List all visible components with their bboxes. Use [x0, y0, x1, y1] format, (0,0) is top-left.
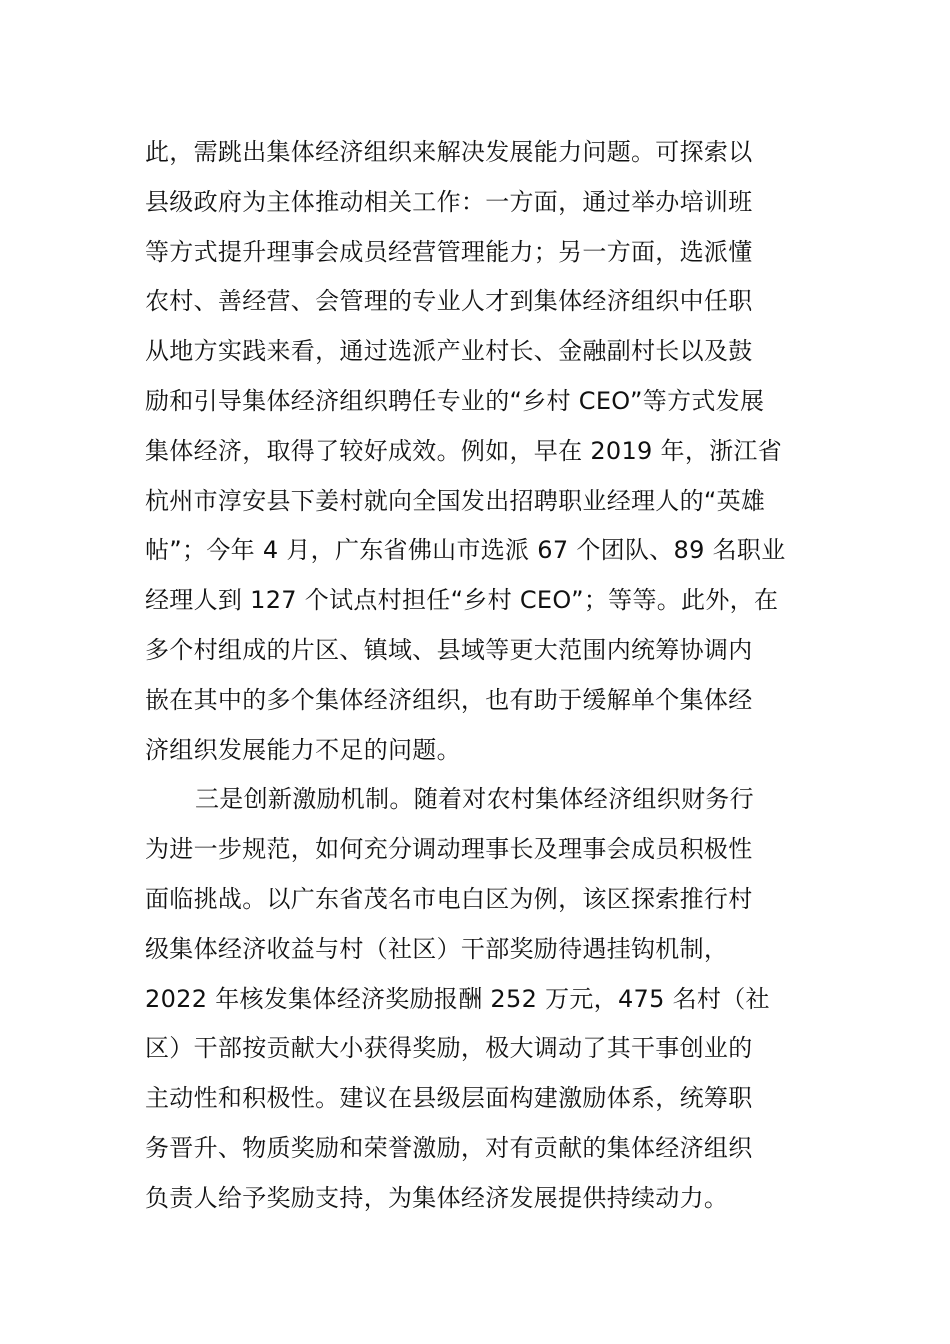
text-line: 农村、善经营、会管理的专业人才到集体经济组织中任职	[145, 287, 753, 316]
paragraph-incentive-mechanism	[145, 775, 845, 1223]
text-line: 从地方实践来看，通过选派产业村长、金融副村长以及鼓	[145, 337, 753, 366]
text-line: 县级政府为主体推动相关工作：一方面，通过举办培训班	[145, 187, 753, 216]
text-line: 负责人给予奖励支持，为集体经济发展提供持续动力。	[145, 1183, 729, 1212]
text-line: 区）干部按贡献大小获得奖励，极大调动了其干事创业的	[145, 1034, 753, 1063]
text-line: 2022 年核发集体经济奖励报酬 252 万元，475 名村（社	[145, 984, 770, 1013]
text-line: 经理人到 127 个试点村担任“乡村 CEO”；等等。此外，在	[145, 586, 779, 615]
text-line: 帖”；今年 4 月，广东省佛山市选派 67 个团队、89 名职业	[145, 536, 786, 565]
text-line: 励和引导集体经济组织聘任专业的“乡村 CEO”等方式发展	[145, 386, 765, 415]
text-line-first: 三是创新激励机制。随着对农村集体经济组织财务行	[195, 785, 754, 814]
text-line: 主动性和积极性。建议在县级层面构建激励体系，统筹职	[145, 1084, 753, 1113]
paragraph-continuation	[145, 128, 845, 775]
text-line: 济组织发展能力不足的问题。	[145, 735, 461, 764]
text-line: 多个村组成的片区、镇域、县域等更大范围内统筹协调内	[145, 635, 753, 664]
document-body	[145, 128, 845, 1224]
text-line: 集体经济，取得了较好成效。例如，早在 2019 年，浙江省	[145, 436, 783, 465]
text-line: 此，需跳出集体经济组织来解决发展能力问题。可探索以	[145, 138, 753, 166]
text-line: 面临挑战。以广东省茂名市电白区为例，该区探索推行村	[145, 884, 753, 913]
text-line: 务晋升、物质奖励和荣誉激励，对有贡献的集体经济组织	[145, 1133, 753, 1162]
text-line: 为进一步规范，如何充分调动理事长及理事会成员积极性	[145, 835, 753, 864]
text-line: 级集体经济收益与村（社区）干部奖励待遇挂钩机制，	[145, 934, 729, 963]
text-line: 杭州市淳安县下姜村就向全国发出招聘职业经理人的“英雄	[145, 486, 766, 515]
text-line: 等方式提升理事会成员经营管理能力；另一方面，选派懂	[145, 237, 753, 266]
text-line: 嵌在其中的多个集体经济组织，也有助于缓解单个集体经	[145, 685, 753, 714]
